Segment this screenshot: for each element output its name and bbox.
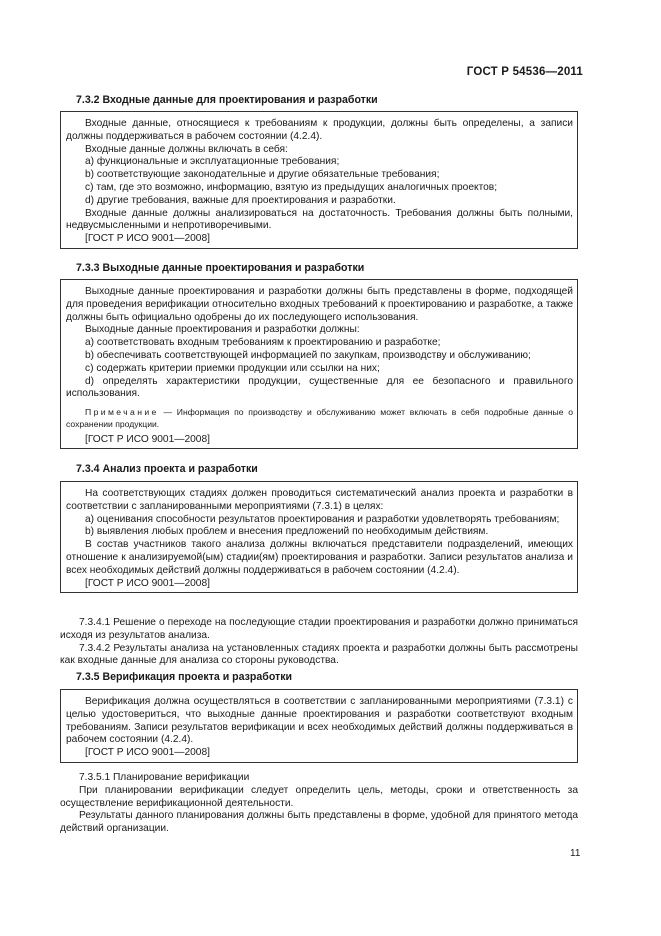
body-paragraph: При планировании верификации следует определить цель, методы, сроки и ответственность за осуществление верификационной деятельности. xyxy=(60,784,578,809)
clause-7-3-5-1: 7.3.5.1 Планирование верификации xyxy=(79,772,250,783)
list-item: a) функциональные и эксплуатационные требования; xyxy=(85,156,340,168)
list-item: b) соответствующие законодательные и другие обязательные требования; xyxy=(85,169,440,181)
box-paragraph: Входные данные должны анализироваться на достаточность. Требования должны быть полными, недвусмысленными и непротиворечивыми. xyxy=(66,207,573,232)
section-heading-7-3-4: 7.3.4 Анализ проекта и разработки xyxy=(76,463,258,475)
list-item: b) обеспечивать соответствующей информацией по закупкам, производству и обслуживанию; xyxy=(85,349,531,361)
box-paragraph: Входные данные должны включать в себя: xyxy=(85,143,288,155)
list-item: a) соответствовать входным требованиям к проектированию и разработке; xyxy=(85,337,441,349)
requirement-box-7-3-3 xyxy=(60,279,578,449)
box-paragraph: В состав участников такого анализа должны включаться представители подразделений, имеющих отношение к анализируемой(ым) стадии(ям) проектирования и разработки. Записи результатов анализа и всех необходимых действий должны поддерживаться в рабочем состоянии (4.2.4). xyxy=(66,539,573,576)
requirement-box-7-3-5 xyxy=(60,689,578,763)
list-item: b) выявления любых проблем и внесения предложений по необходимым действиям. xyxy=(85,526,489,538)
clause-7-3-4-2: 7.3.4.2 Результаты анализа на установленных стадиях проекта и разработки должны быть рассмотрены как входные данные для анализа со стороны руководства. xyxy=(60,642,578,667)
section-heading-7-3-2: 7.3.2 Входные данные для проектирования и разработки xyxy=(76,94,378,106)
list-item: d) другие требования, важные для проектирования и разработки. xyxy=(85,194,396,206)
requirement-box-7-3-4 xyxy=(60,481,578,593)
list-item: a) оценивания способности результатов проектирования и разработки удовлетворять требованиям; xyxy=(85,513,560,525)
section-7-3-4-text xyxy=(60,617,578,668)
box-paragraph: Верификация должна осуществляться в соответствии с запланированными мероприятиями (7.3.1) с целью удостовериться, что выходные данные проектирования и разработки соответствуют входным требованиям. Записи результатов верификации и всех необходимых действий должны поддерживаться в рабочем состоянии (4.2.4). xyxy=(66,696,573,746)
note-label: Примечание xyxy=(85,407,159,418)
box-paragraph: Выходные данные проектирования и разработки должны: xyxy=(85,324,360,336)
list-item: d) определять характеристики продукции, существенные для ее безопасного и правильного использования. xyxy=(66,375,573,400)
box-paragraph: Выходные данные проектирования и разработки должны быть представлены в форме, подходящей для проведения верификации относительно входных требований к проектированию и разработке, а также должны быть официально одобрены до их последующего использования. xyxy=(66,286,573,323)
box-paragraph: Входные данные, относящиеся к требованиям к продукции, должны быть определены, а записи должны поддерживаться в рабочем состоянии (4.2.4). xyxy=(66,118,573,142)
section-heading-7-3-3: 7.3.3 Выходные данные проектирования и разработки xyxy=(76,262,365,274)
section-7-3-5-text xyxy=(60,772,578,836)
reference: [ГОСТ Р ИСО 9001—2008] xyxy=(85,433,210,445)
document-header: ГОСТ Р 54536—2011 xyxy=(466,66,583,78)
note-text: — Информация по производству и обслуживанию может включать в себя подробные данные о сохранении продукции. xyxy=(66,407,573,430)
reference: [ГОСТ Р ИСО 9001—2008] xyxy=(85,233,210,245)
section-heading-7-3-5: 7.3.5 Верификация проекта и разработки xyxy=(76,671,293,683)
list-item: c) содержать критерии приемки продукции или ссылки на них; xyxy=(85,362,380,374)
box-paragraph: На соответствующих стадиях должен проводиться систематический анализ проекта и разработки в соответствии с запланированными мероприятиями (7.3.1) в целях: xyxy=(66,488,573,512)
page-number: 11 xyxy=(570,848,581,859)
list-item: c) там, где это возможно, информацию, взятую из предыдущих аналогичных проектов; xyxy=(85,181,498,193)
reference: [ГОСТ Р ИСО 9001—2008] xyxy=(85,577,210,589)
clause-7-3-4-1: 7.3.4.1 Решение о переходе на последующие стадии проектирования и разработки должно приниматься исходя из результатов анализа. xyxy=(60,617,578,641)
reference: [ГОСТ Р ИСО 9001—2008] xyxy=(85,747,210,759)
requirement-box-7-3-2 xyxy=(60,111,578,249)
note xyxy=(66,406,573,430)
body-paragraph: Результаты данного планирования должны быть представлены в форме, удобной для принятого метода действий организации. xyxy=(60,810,578,835)
